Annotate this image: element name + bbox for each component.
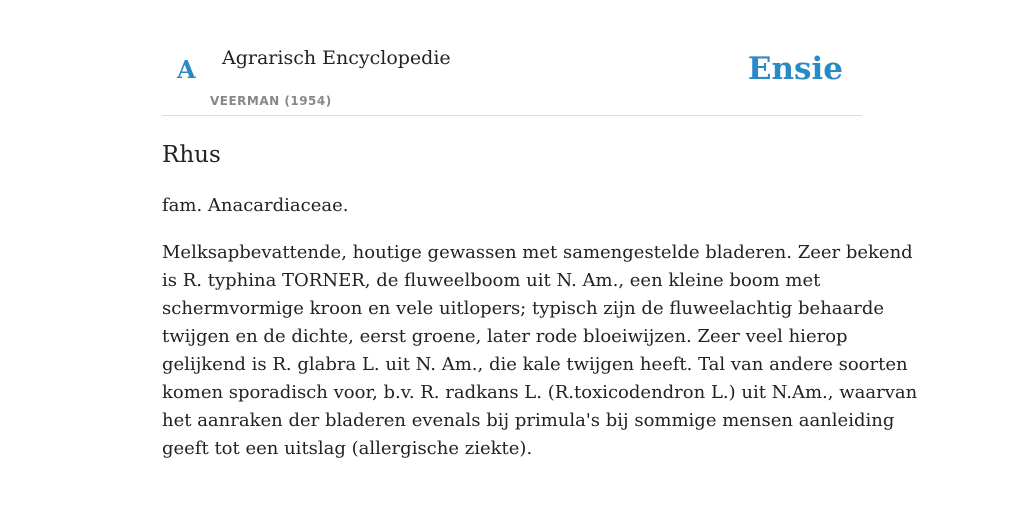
book-author: VEERMAN (1954) xyxy=(210,94,332,108)
entry-body-line: schermvormige kroon en vele uitlopers; typisch zijn de fluweelachtig behaarde xyxy=(162,298,885,319)
ensie-logo-link[interactable]: Ensie xyxy=(747,51,843,87)
book-title-link[interactable]: Agrarisch Encyclopedie xyxy=(222,47,451,69)
entry-family: fam. Anacardiaceae. xyxy=(162,195,349,216)
entry-body xyxy=(162,239,918,463)
entry-body-line: Melksapbevattende, houtige gewassen met samengestelde bladeren. Zeer bekend xyxy=(162,242,913,263)
book-letter-link[interactable]: A xyxy=(177,55,196,84)
page-container xyxy=(162,0,918,459)
entry-body-line: het aanraken der bladeren evenals bij primula's bij sommige mensen aanleiding xyxy=(162,410,895,431)
entry-body-line: is R. typhina TORNER, de fluweelboom uit N. Am., een kleine boom met xyxy=(162,270,821,291)
entry-body-line: gelijkend is R. glabra L. uit N. Am., die kale twijgen heeft. Tal van andere soorten xyxy=(162,354,908,375)
entry-body-line: geeft tot een uitslag (allergische ziekte). xyxy=(162,438,533,459)
entry-body-line: twijgen en de dichte, eerst groene, later rode bloeiwijzen. Zeer veel hierop xyxy=(162,326,848,347)
entry-body-line: komen sporadisch voor, b.v. R. radkans L. (R.toxicodendron L.) uit N.Am., waarvan xyxy=(162,382,918,403)
header xyxy=(162,0,862,116)
entry-title: Rhus xyxy=(162,142,221,168)
